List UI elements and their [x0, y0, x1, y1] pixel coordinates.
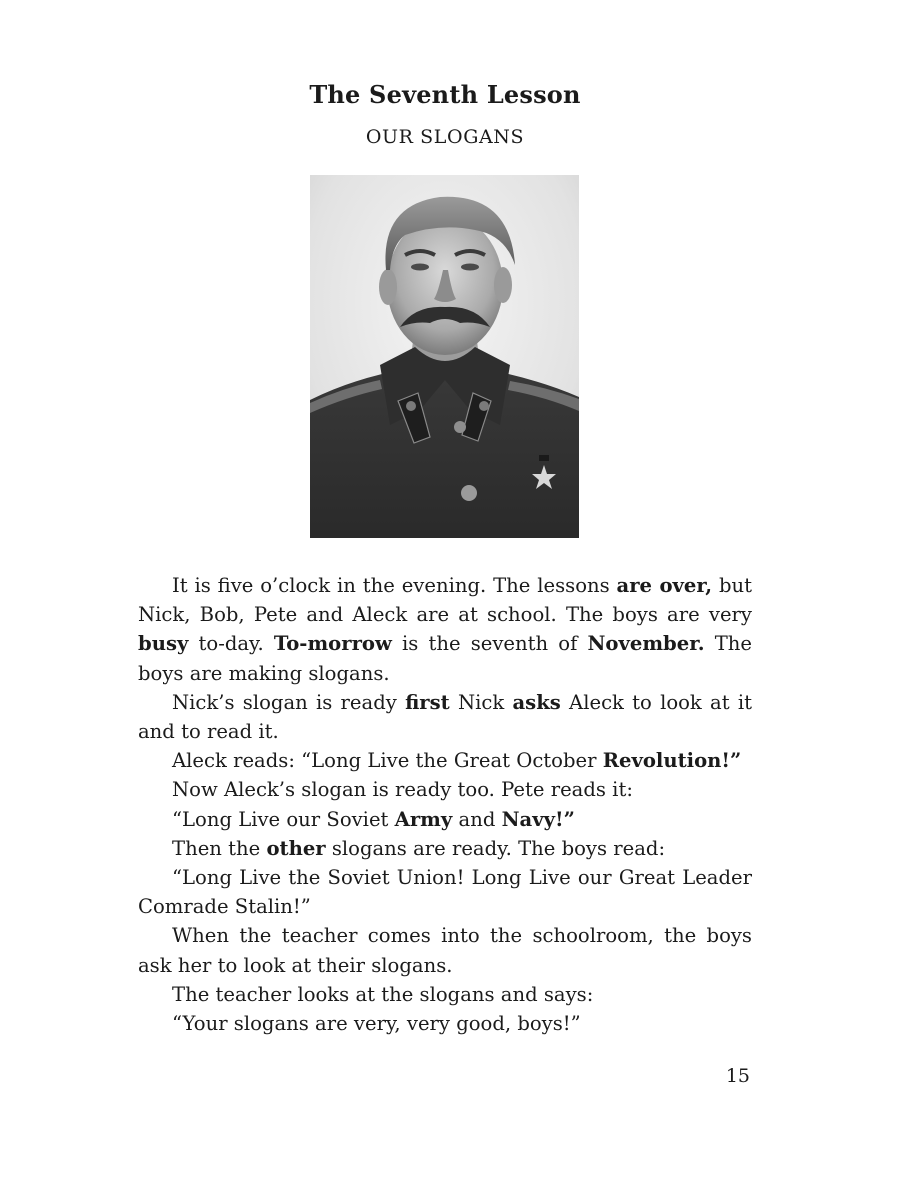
- text-run: Then the: [172, 836, 267, 860]
- bold-term: other: [266, 836, 326, 860]
- text-run: Now Aleck’s slogan is ready too. Pete reads it:: [172, 778, 633, 802]
- text-run: “Long Live our Soviet: [172, 807, 395, 831]
- paragraph: [138, 921, 752, 979]
- text-run: The teacher looks at the slogans and says:: [172, 982, 594, 1006]
- text-run: When the teacher comes into the schoolroom, the boys ask her to look at their slogans.: [138, 924, 752, 977]
- paragraph: [138, 863, 752, 921]
- lesson-body: [138, 571, 752, 1038]
- text-run: “Long Live the Soviet Union! Long Live our Great Leader Comrade Stalin!”: [138, 866, 752, 919]
- text-run: Aleck reads: “Long Live the Great October: [172, 749, 603, 773]
- bold-term: Revolution!”: [602, 749, 742, 773]
- bold-term: first: [405, 690, 450, 714]
- bold-term: To-morrow: [273, 632, 392, 656]
- paragraph: [138, 1009, 752, 1038]
- paragraph: [138, 834, 752, 863]
- text-run: “Your slogans are very, very good, boys!”: [172, 1012, 581, 1036]
- lesson-subtitle: OUR SLOGANS: [365, 126, 525, 148]
- paragraph: [138, 688, 752, 746]
- text-run: The boys are making slogans.: [138, 632, 753, 685]
- bold-term: Navy!”: [501, 807, 575, 831]
- text-run: Nick: [449, 690, 513, 714]
- bold-term: are over,: [616, 574, 713, 597]
- text-run: Nick’s slogan is ready: [172, 690, 406, 714]
- paragraph: [138, 775, 752, 804]
- text-run: Aleck to look at it and to read it.: [138, 690, 752, 744]
- paragraph: [138, 805, 752, 834]
- paragraph: [138, 980, 752, 1009]
- bold-term: November.: [587, 632, 705, 656]
- text-run: but Nick, Bob, Pete and Aleck are at school. The boys are very: [138, 574, 753, 627]
- text-run: It is five o’clock in the evening. The lessons: [172, 574, 617, 597]
- paragraph: [138, 746, 752, 775]
- text-run: is the seventh of: [391, 632, 588, 656]
- bold-term: busy: [138, 632, 189, 656]
- text-run: to-day.: [188, 632, 274, 656]
- paragraph: [138, 571, 752, 688]
- lesson-title: The Seventh Lesson: [309, 80, 581, 109]
- text-run: slogans are ready. The boys read:: [325, 836, 666, 860]
- bold-term: asks: [512, 690, 561, 714]
- bold-term: Army: [394, 807, 453, 831]
- text-run: and: [452, 807, 502, 831]
- portrait-photo-icon: [310, 175, 579, 538]
- page-number: 15: [725, 1065, 750, 1087]
